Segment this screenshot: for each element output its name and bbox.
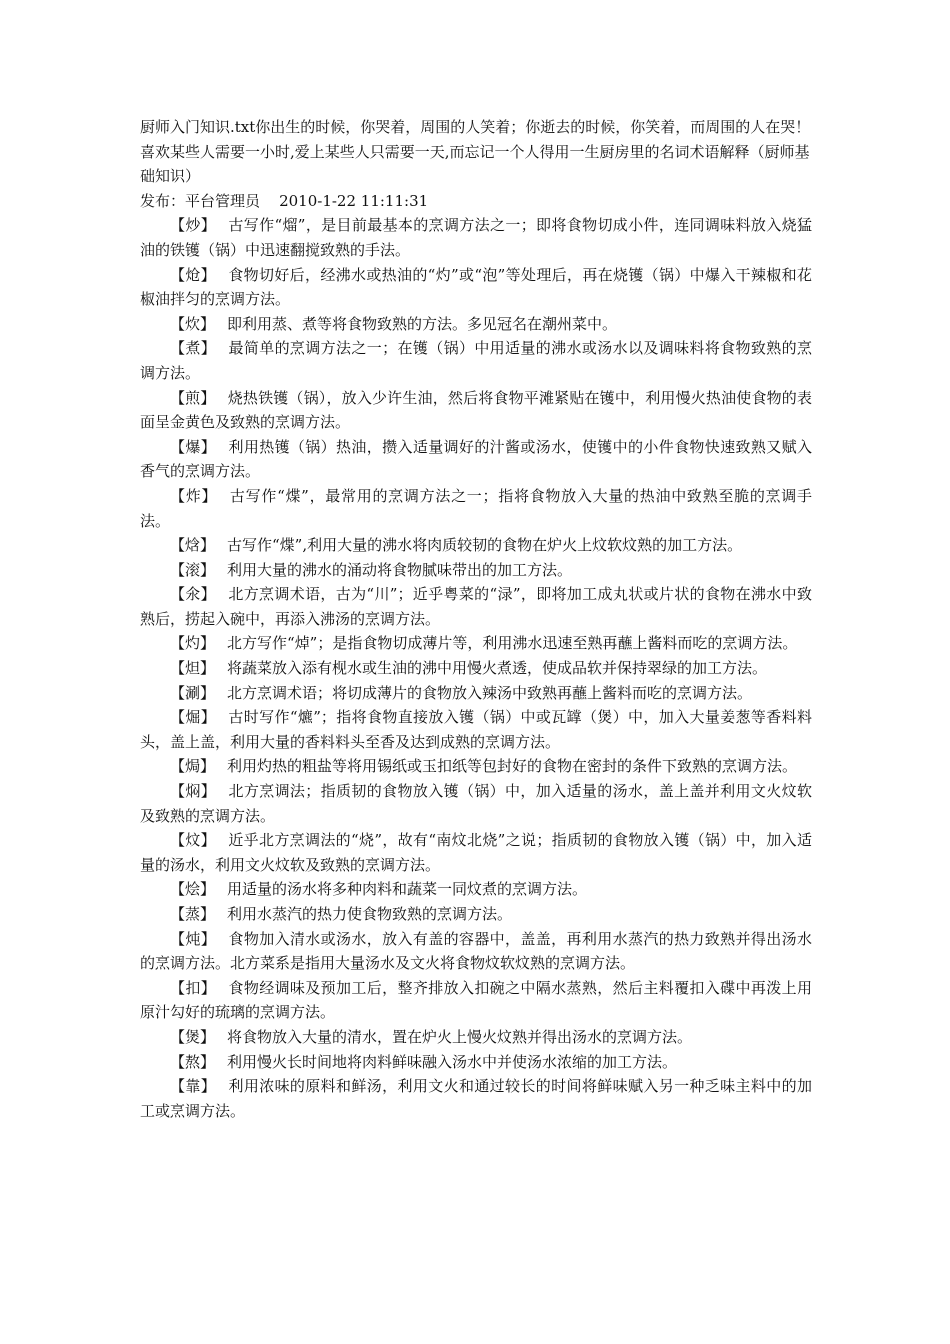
- glossary-entry: [140, 927, 812, 976]
- glossary-term: 【焗】: [170, 757, 216, 776]
- glossary-list: [140, 213, 812, 1123]
- glossary-entry: [140, 435, 812, 484]
- glossary-term: 【炖】: [170, 929, 217, 948]
- glossary-term: 【靠】: [170, 1077, 217, 1096]
- glossary-term: 【炊】: [170, 314, 216, 333]
- glossary-definition: 古写作“煠”,利用大量的沸水将肉质较韧的食物在炉火上炆软炆熟的加工方法。: [227, 536, 743, 555]
- glossary-entry: [140, 877, 812, 902]
- glossary-definition: 最简单的烹调方法之一；在镬（锅）中用适量的沸水或汤水以及调味料将食物致熟的烹调方法。: [140, 339, 812, 382]
- glossary-entry: [140, 336, 812, 385]
- glossary-term: 【焖】: [170, 782, 217, 801]
- glossary-definition: 古时写作“爊”；指将食物直接放入镬（锅）中或瓦罉（煲）中，加入大量姜葱等香料料头，盖上盖，利用大量的香料料头至香及达到成熟的烹调方法。: [140, 708, 812, 751]
- glossary-definition: 北方烹调法；指质韧的食物放入镬（锅）中，加入适量的汤水，盖上盖并利用文火炆软及致熟的烹调方法。: [140, 782, 812, 825]
- glossary-definition: 古写作“煠”，最常用的烹调方法之一；指将食物放入大量的热油中致熟至脆的烹调手法。: [140, 486, 812, 530]
- glossary-definition: 近乎北方烹调法的“烧”，故有“南炆北烧”之说；指质韧的食物放入镬（锅）中，加入适量的汤水，利用文火炆软及致熟的烹调方法。: [140, 831, 812, 874]
- glossary-term: 【炟】: [170, 659, 216, 678]
- glossary-entry: [140, 533, 812, 558]
- glossary-entry: [140, 386, 812, 435]
- glossary-term: 【烩】: [170, 880, 216, 899]
- glossary-definition: 将食物放入大量的清水，置在炉火上慢火炆熟并得出汤水的烹调方法。: [227, 1027, 693, 1046]
- glossary-entry: [140, 656, 812, 681]
- glossary-definition: 食物经调味及预加工后，整齐排放入扣碗之中隔水蒸熟，然后主料覆扣入碟中再泼上用原汁勾好的琉璃的烹调方法。: [140, 978, 812, 1022]
- glossary-definition: 利用水蒸汽的热力使食物致熟的烹调方法。: [227, 905, 513, 923]
- glossary-definition: 北方烹调术语，古为“川”；近乎粤菜的“渌”，即将加工成丸状或片状的食物在沸水中致熟后，捞起入碗中，再添入沸汤的烹调方法。: [140, 585, 812, 628]
- publish-info: 发布：平台管理员 2010-1-22 11:11:31: [140, 191, 429, 210]
- glossary-term: 【熬】: [170, 1052, 216, 1071]
- glossary-entry: [140, 263, 812, 312]
- glossary-entry: [140, 1050, 812, 1075]
- glossary-entry: [140, 705, 812, 754]
- glossary-term: 【煎】: [170, 388, 216, 407]
- glossary-term: 【爆】: [170, 437, 217, 456]
- document-intro: 厨师入门知识.txt你出生的时候，你哭着，周围的人笑着；你逝去的时候，你笑着，而周围的人在哭！喜欢某些人需要一小时,爱上某些人只需要一天,而忘记一个人得用一生厨房里的名词术语解释（厨师基础知识）: [140, 118, 811, 186]
- glossary-entry: [140, 902, 812, 927]
- glossary-entry: [140, 312, 812, 337]
- glossary-definition: 食物切好后，经沸水或热油的“灼”或“泡”等处理后，再在烧镬（锅）中爆入干辣椒和花椒油拌匀的烹调方法。: [140, 265, 812, 309]
- glossary-term: 【蒸】: [170, 905, 216, 923]
- document-page: [140, 115, 812, 1123]
- glossary-definition: 北方写作“焯”；是指食物切成薄片等，利用沸水迅速至熟再蘸上酱料而吃的烹调方法。: [227, 634, 798, 653]
- glossary-definition: 古写作“熘”，是目前最基本的烹调方法之一；即将食物切成小件，连同调味料放入烧猛油的铁镬（锅）中迅速翻搅致熟的手法。: [140, 216, 812, 259]
- glossary-term: 【涮】: [170, 683, 216, 702]
- glossary-definition: 食物加入清水或汤水，放入有盖的容器中，盖盖，再利用水蒸汽的热力致熟并得出汤水的烹调方法。北方菜系是指用大量汤水及文火将食物炆软炆熟的烹调方法。: [140, 929, 812, 973]
- glossary-entry: [140, 558, 812, 583]
- glossary-term: 【炸】: [170, 486, 218, 505]
- glossary-term: 【煀】: [170, 708, 217, 727]
- glossary-entry: [140, 681, 812, 706]
- glossary-entry: [140, 1074, 812, 1123]
- glossary-definition: 利用浓味的原料和鲜汤，利用文火和通过较长的时间将鲜味赋入另一种乏味主料中的加工或烹调方法。: [140, 1077, 812, 1120]
- glossary-term: 【灼】: [170, 634, 216, 653]
- glossary-definition: 利用热镬（锅）热油，攒入适量调好的汁酱或汤水，使镬中的小件食物快速致熟又赋入香气的烹调方法。: [140, 437, 812, 481]
- glossary-entry: [140, 582, 812, 631]
- glossary-term: 【扣】: [170, 978, 217, 997]
- glossary-definition: 北方烹调术语；将切成薄片的食物放入辣汤中致熟再蘸上酱料而吃的烹调方法。: [227, 683, 753, 702]
- glossary-entry: [140, 1025, 812, 1050]
- glossary-term: 【滚】: [170, 560, 216, 579]
- glossary-definition: 利用灼热的粗盐等将用锡纸或玉扣纸等包封好的食物在密封的条件下致熟的烹调方法。: [227, 757, 798, 776]
- glossary-entry: [140, 976, 812, 1025]
- glossary-term: 【炝】: [170, 265, 216, 284]
- glossary-definition: 用适量的汤水将多种肉料和蔬菜一同炆煮的烹调方法。: [227, 880, 588, 899]
- glossary-entry: [140, 213, 812, 262]
- glossary-term: 【煮】: [170, 339, 217, 358]
- glossary-term: 【焓】: [170, 536, 216, 555]
- glossary-definition: 利用慢火长时间地将肉料鲜味融入汤水中并使汤水浓缩的加工方法。: [227, 1052, 678, 1071]
- glossary-entry: [140, 631, 812, 656]
- glossary-definition: 即利用蒸、煮等将食物致熟的方法。多见冠名在潮州菜中。: [227, 314, 618, 333]
- glossary-term: 【炒】: [170, 216, 217, 235]
- glossary-definition: 将蔬菜放入添有枧水或生油的沸中用慢火煮透，使成品软并保持翠绿的加工方法。: [227, 659, 768, 678]
- glossary-term: 【煲】: [170, 1027, 216, 1046]
- glossary-term: 【炆】: [170, 831, 216, 850]
- glossary-definition: 烧热铁镬（锅），放入少许生油，然后将食物平滩紧贴在镬中，利用慢火热油使食物的表面呈金黄色及致熟的烹调方法。: [140, 388, 812, 432]
- glossary-entry: [140, 484, 812, 533]
- glossary-entry: [140, 754, 812, 779]
- glossary-entry: [140, 779, 812, 828]
- glossary-term: 【氽】: [170, 585, 217, 604]
- glossary-entry: [140, 828, 812, 877]
- glossary-definition: 利用大量的沸水的涌动将食物腻味带出的加工方法。: [227, 560, 573, 579]
